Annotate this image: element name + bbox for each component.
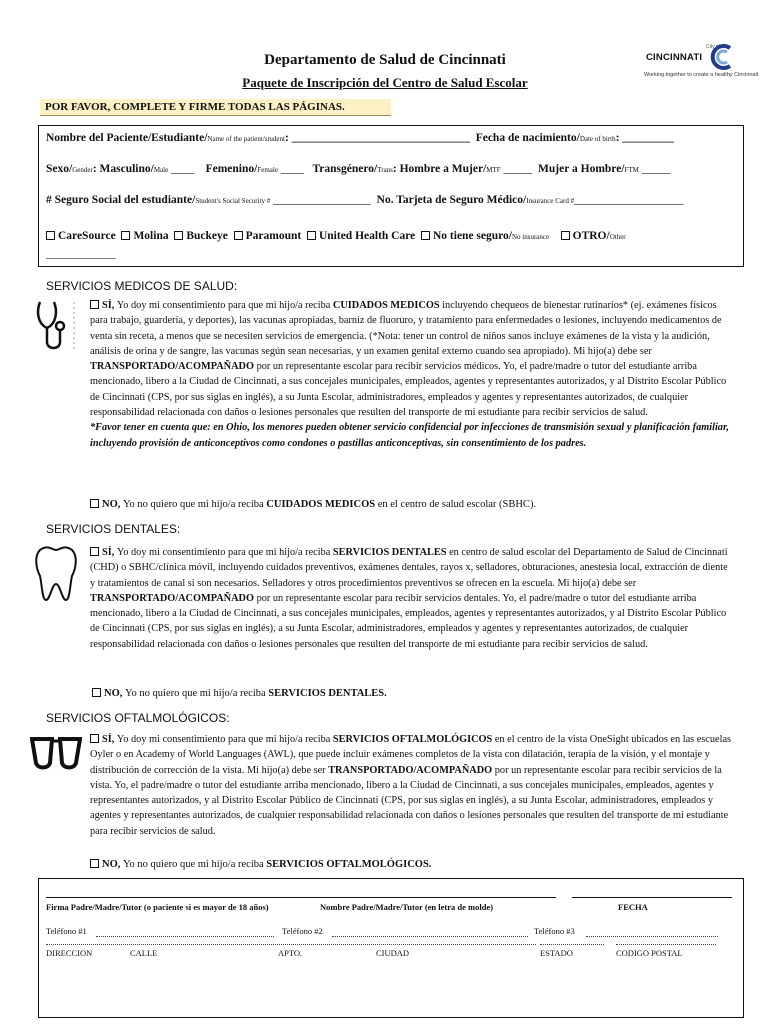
dental-yes-transport: TRANSPORTADO/ACOMPAÑADO <box>90 592 255 604</box>
dental-no-label: NO, <box>104 688 125 699</box>
vision-heading: SERVICIOS OFTALMOLÓGICOS: <box>46 711 230 725</box>
vision-no-service: SERVICIOS OFTALMOLÓGICOS. <box>266 859 432 870</box>
medical-no-label: NO, <box>102 499 123 510</box>
vision-consent-no <box>90 859 431 870</box>
medical-yes-text-1: Yo doy mi consentimiento para que mi hijo/a reciba <box>116 300 333 311</box>
vision-yes-checkbox[interactable] <box>90 734 99 743</box>
signature-label <box>46 902 269 912</box>
phone2-field[interactable] <box>332 936 528 937</box>
dental-yes-text-1: Yo doy mi consentimiento para que mi hijo/a reciba <box>116 547 333 558</box>
phone3-label: Teléfono #3 <box>534 926 575 936</box>
mtf-field[interactable]: _____ <box>500 163 533 175</box>
vision-no-label: NO, <box>102 859 123 870</box>
medical-confidential-note: *Favor tener en cuenta que: en Ohio, los menores pueden obtener servicio confidencial por infecciones de transmisión sexual y planificación familiar, incluyendo provisión de anticonceptivos como condones o pastillas anticonceptivas, sin consentimiento de los padres. <box>90 422 729 449</box>
date-line[interactable] <box>572 897 732 898</box>
logo-cityof: City of <box>706 44 721 50</box>
glasses-icon <box>30 733 82 773</box>
medical-yes-text-3: por un representante escolar para recibir servicios médicos. Yo, el padre/madre o tutor del estudiante arriba mencionado, libero a la Ciudad de Cincinnati, a sus concejales municipales, empleados, agentes y representantes autorizados, y al Distrito Escolar Público de Cincinnati (CPS, por sus siglas en inglés), a su Junta Escolar, administradores, empleados y agentes y representantes autorizados, de cualquier responsabilidad relacionada con daños o lesiones personales que resulten del transporte de mi estudiante para recibir servicios de salud. <box>90 361 727 419</box>
phone1-label: Teléfono #1 <box>46 926 87 936</box>
patient-name-field[interactable]: : _______________________________ <box>284 132 470 144</box>
state-field[interactable] <box>540 944 604 945</box>
other-label-en: Other <box>609 233 626 241</box>
date-label-text: FECHA <box>618 902 648 912</box>
vision-no-checkbox[interactable] <box>90 859 99 868</box>
dental-yes-label: SÍ, <box>102 547 117 558</box>
stethoscope-icon <box>34 298 80 356</box>
patient-name-label: Nombre del Paciente/Estudiante/ <box>46 132 208 144</box>
print-name-label-text: Nombre Padre/Madre/Tutor (en letra de molde) <box>320 902 494 912</box>
insurer-label: No tiene seguro/ <box>432 230 512 242</box>
city-logo <box>644 40 759 84</box>
insurer-uhc[interactable] <box>307 230 415 242</box>
ssn-label-en: Student's Social Security # <box>195 197 271 205</box>
no-insurance-label-en: No insurance <box>512 233 550 241</box>
insurer-molina[interactable] <box>121 230 168 242</box>
dental-yes-checkbox[interactable] <box>90 547 99 556</box>
medical-no-service: CUIDADOS MEDICOS <box>266 499 376 510</box>
instruction-banner: POR FAVOR, COMPLETE Y FIRME TODAS LAS PÁGINAS. <box>40 99 391 116</box>
medical-yes-label: SÍ, <box>102 300 117 311</box>
page-subtitle: Paquete de Inscripción del Centro de Salud Escolar <box>242 75 528 90</box>
print-name-label <box>320 902 493 912</box>
insurer-label: Paramount <box>245 230 302 242</box>
checkbox[interactable] <box>121 231 130 240</box>
trans-label-en: Trans <box>377 166 393 174</box>
medical-yes-checkbox[interactable] <box>90 300 99 309</box>
male-label-en: Male <box>153 166 169 174</box>
trans-label: Transgénero/ <box>312 163 378 175</box>
ftm-label-en: FTM <box>624 166 639 174</box>
signature-line[interactable] <box>46 897 556 898</box>
insurer-label: Buckeye <box>186 230 228 242</box>
insurer-none[interactable] <box>421 230 549 242</box>
logo-tagline: Working together to create a healthy Cincinnati <box>644 72 759 78</box>
address-field[interactable] <box>46 944 536 945</box>
vision-yes-text-1: Yo doy mi consentimiento para que mi hijo/a reciba <box>116 734 333 745</box>
ftm-field[interactable]: _____ <box>638 163 671 175</box>
vision-yes-label: SÍ, <box>102 734 117 745</box>
vision-yes-text-3: por un representante escolar para recibir servicios de la vista. Yo, el padre/madre o tutor del estudiante arriba mencionado, libero a la Ciudad de Cincinnati, a sus concejales municipales, empleados, agentes y representantes autorizados, y al Distrito Escolar Público de Cincinnati (CPS, por sus siglas en inglés), a su Junta Escolar, administradores, empleados y agentes y representantes autorizados, de cualquier responsabilidad relacionada con daños o lesiones personales que resulten del transporte de mi estudiante para recibir servicios de salud. <box>90 764 729 837</box>
dob-field[interactable]: : _________ <box>615 132 675 144</box>
medical-heading: SERVICIOS MEDICOS DE SALUD: <box>46 279 238 293</box>
medical-yes-service: CUIDADOS MEDICOS <box>332 300 440 311</box>
dental-consent-no <box>92 688 387 699</box>
medical-no-checkbox[interactable] <box>90 499 99 508</box>
vision-consent-yes <box>90 732 732 839</box>
medical-no-text-2: en el centro de salud escolar (SBHC). <box>375 499 537 510</box>
medical-yes-text-2: incluyendo chequeos de bienestar rutinarios* (ej. exámenes físicos para trabajo, guardería, y deportes), las vacunas apropiadas, barniz de fluoruro, y tratamiento para enfermedades o lesiones, incluyendo medicamentos de venta sin receta, a menos que se necesiten servicios de emergencia. (*Nota: tener un control de niños sanos incluye exámenes de la vista y la audición, análisis de orina y de sangre, las vacunas según sean necesarias, y un examen genital externo cuando sea apropiado). Mi hijo(a) debe ser <box>90 300 722 357</box>
male-label: : Masculino/ <box>92 163 154 175</box>
phone3-field[interactable] <box>586 936 718 937</box>
insurer-other[interactable] <box>561 230 626 242</box>
phone1-field[interactable] <box>96 936 274 937</box>
logo-city: CINCINNATI <box>646 52 703 63</box>
checkbox[interactable] <box>234 231 243 240</box>
state-label: ESTADO <box>540 948 573 958</box>
dental-yes-text-3: por un representante escolar para recibir servicios dentales. Yo, el padre/madre o tutor del estudiante arriba mencionado, libero a la Ciudad de Cincinnati, a sus concejales municipales, empleados, agentes y representantes autorizados, y al Distrito Escolar Público de Cincinnati (CPS, por sus siglas en inglés), a su Junta Escolar, administradores, empleados y agentes y representantes autorizados, de cualquier responsabilidad relacionada con daños o lesiones personales que resulten del transporte de mi estudiante para recibir servicios de salud. <box>90 592 727 650</box>
dob-label: Fecha de nacimiento/ <box>475 132 580 144</box>
tooth-icon <box>32 544 80 604</box>
logo-c-icon <box>706 42 736 72</box>
dental-yes-service: SERVICIOS DENTALES <box>332 547 447 558</box>
patient-name-row <box>46 132 674 144</box>
sex-row <box>46 163 671 175</box>
sex-label: Sexo/ <box>46 163 73 175</box>
zip-field[interactable] <box>616 944 716 945</box>
medical-yes-transport: TRANSPORTADO/ACOMPAÑADO <box>90 361 255 373</box>
street-label: CALLE <box>130 948 158 958</box>
female-label: Femenino/ <box>205 163 258 175</box>
other-insurer-field[interactable]: ______________ <box>46 249 116 260</box>
mtf-label: : Hombre a Mujer/ <box>392 163 487 175</box>
insurer-caresource[interactable] <box>46 230 116 242</box>
medical-consent-yes <box>90 298 732 451</box>
insurer-row <box>46 230 626 242</box>
dental-no-service: SERVICIOS DENTALES. <box>268 688 387 699</box>
insurance-label: No. Tarjeta de Seguro Médico/ <box>376 194 527 206</box>
patient-name-label-en: Name of the patient/student <box>207 135 285 143</box>
vision-yes-transport: TRANSPORTADO/ACOMPAÑADO <box>328 764 493 776</box>
ssn-label: # Seguro Social del estudiante/ <box>46 194 196 206</box>
apt-label: APTO. <box>278 948 303 958</box>
ssn-row <box>46 194 683 206</box>
date-label <box>618 902 648 912</box>
vision-no-text: Yo no quiero que mi hijo/a reciba <box>123 859 267 870</box>
sex-label-en: Gender <box>72 166 93 174</box>
checkbox[interactable] <box>561 231 570 240</box>
checkbox[interactable] <box>307 231 316 240</box>
female-label-en: Female <box>257 166 278 174</box>
insurance-field[interactable]: ___________________ <box>574 194 684 206</box>
signature-label-text: Firma Padre/Madre/Tutor (o paciente si es mayor de 18 años) <box>46 902 269 912</box>
insurer-label: United Health Care <box>318 230 416 242</box>
dental-heading: SERVICIOS DENTALES: <box>46 522 181 536</box>
zip-label: CODIGO POSTAL <box>616 948 683 958</box>
checkbox[interactable] <box>421 231 430 240</box>
dental-no-checkbox[interactable] <box>92 688 101 697</box>
dental-yes-text-2: en centro de salud escolar del Departamento de Salud de Cincinnati (CHD) o SBHC/clínica móvil, incluyendo cuidados preventivos, exámenes dentales, rayos x, selladores, obturaciones, anestesia local, extracción de diente y tratamientos de canal si son necesarios. Selladores y otros procedimientos preventivos se ofrecen en la escuela. Mi hijo(a) debe ser <box>90 547 728 589</box>
page-title: Departamento de Salud de Cincinnati <box>264 52 506 68</box>
insurer-label: CareSource <box>58 230 116 242</box>
insurer-paramount[interactable] <box>234 230 302 242</box>
dental-consent-yes <box>90 545 732 652</box>
male-field[interactable]: ____ <box>168 163 195 175</box>
female-field[interactable]: ____ <box>277 163 304 175</box>
insurance-label-en: Insurance Card # <box>526 197 575 205</box>
vision-yes-text-2: en el centro de la vista OneSight ubicados en las escuelas Oyler o en Academy of World Languages (AWL), que puede incluir exámenes completos de la vista con dilatación, terapia de la visión, y el montaje y distribución de corrección de la vista. Mi hijo(a) debe ser <box>90 734 732 776</box>
address-label: DIRECCION <box>46 948 93 958</box>
mtf-label-en: MTF <box>486 166 501 174</box>
insurer-buckeye[interactable] <box>174 230 228 242</box>
dob-label-en: Date of birth <box>579 135 616 143</box>
city-label: CIUDAD <box>376 948 410 958</box>
insurer-label: OTRO/ <box>572 230 610 242</box>
medical-no-text: Yo no quiero que mi hijo/a reciba <box>123 499 267 510</box>
checkbox[interactable] <box>46 231 55 240</box>
vision-yes-service: SERVICIOS OFTALMOLÓGICOS <box>332 734 493 745</box>
ssn-field[interactable]: _________________ <box>270 194 371 206</box>
insurer-label: Molina <box>133 230 169 242</box>
checkbox[interactable] <box>174 231 183 240</box>
medical-consent-no <box>90 499 536 510</box>
dental-no-text: Yo no quiero que mi hijo/a reciba <box>125 688 269 699</box>
phone2-label: Teléfono #2 <box>282 926 323 936</box>
ftm-label: Mujer a Hombre/ <box>538 163 625 175</box>
